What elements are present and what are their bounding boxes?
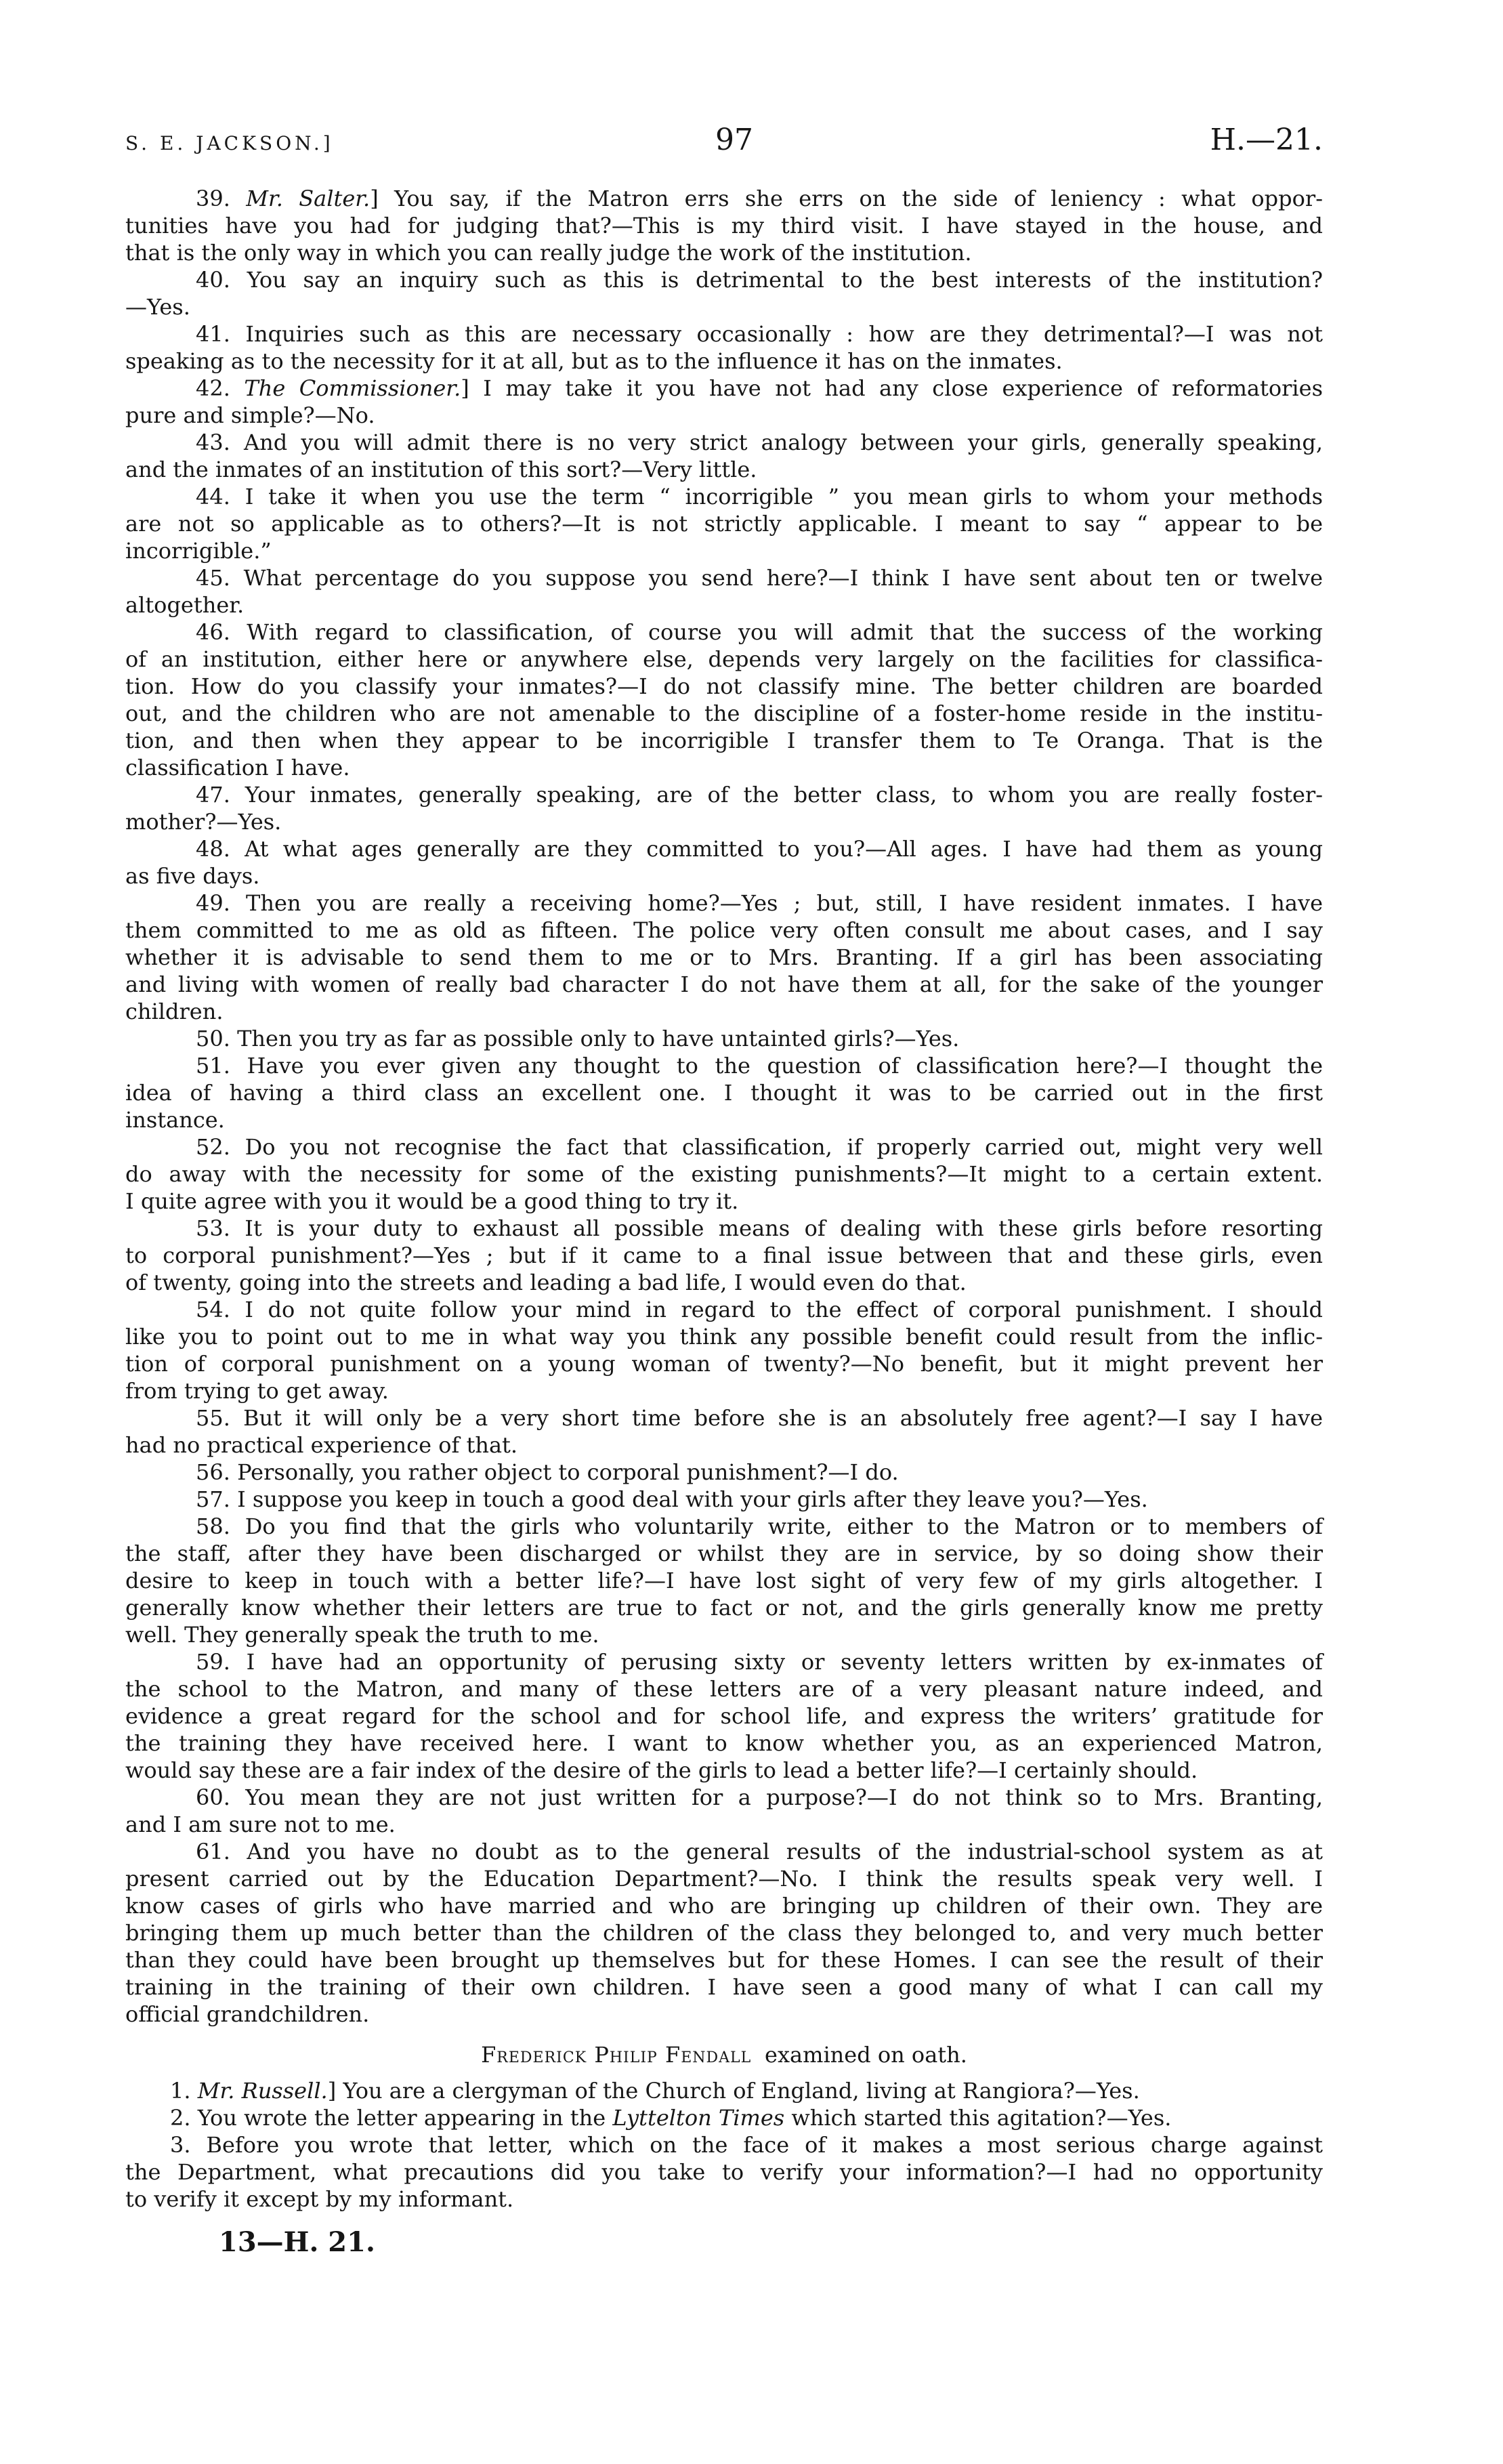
qa-paragraph [125, 320, 1323, 375]
qa-paragraph [125, 619, 1323, 781]
text-line: out, and the children who are not amenable to the discipline of a foster-home reside in the institu- [125, 701, 1323, 726]
text-line: 60. You mean they are not just written for a purpose?—I do not think so to Mrs. Branting, [196, 1784, 1323, 1810]
text-line: 50. Then you try as far as possible only to have untainted girls?—Yes. [196, 1026, 960, 1051]
running-header [125, 121, 1323, 163]
text-line: whether it is advisable to send them to me or to Mrs. Branting. If a girl has been associating [125, 944, 1323, 970]
text-run: 42. [196, 375, 245, 401]
text-run: 1. [170, 2078, 198, 2104]
qa-paragraph [125, 835, 1323, 890]
text-line: 58. Do you find that the girls who voluntarily write, either to the Matron or to members of [196, 1513, 1323, 1539]
qa-paragraph [125, 375, 1323, 429]
text-line: idea of having a third class an excellent one. I thought it was to be carried out in the first [125, 1080, 1323, 1106]
qa-paragraph [125, 2077, 1323, 2104]
text-line: 3. Before you wrote that letter, which on the face of it makes a most serious charge against [170, 2132, 1323, 2158]
text-line: 49. Then you are really a receiving home?—Yes ; but, still, I have resident inmates. I have [196, 890, 1323, 916]
qa-paragraph [125, 1296, 1323, 1404]
qa-paragraph [125, 1784, 1323, 1838]
text-line [125, 375, 1323, 402]
text-line: tion, and then when they appear to be incorrigible I transfer them to Te Oranga. That is the [125, 728, 1323, 753]
text-line [125, 185, 1323, 212]
qa-paragraph [125, 1215, 1323, 1296]
qa-paragraph [125, 1459, 1323, 1486]
jackson-testimony-section [125, 185, 1323, 2028]
qa-paragraph [125, 781, 1323, 835]
text-line: tion of corporal punishment on a young woman of twenty?—No benefit, but it might prevent her [125, 1351, 1323, 1377]
text-line: than they could have been brought up themselves but for these Homes. I can see the result of their [125, 1947, 1323, 1973]
qa-paragraph [125, 564, 1323, 619]
text-line: 48. At what ages generally are they committed to you?—All ages. I have had them as young [196, 836, 1323, 862]
text-run: ] I may take it you have not had any close experience of reformatories [461, 375, 1324, 401]
qa-paragraph [125, 2104, 1323, 2131]
text-line: as five days. [125, 863, 260, 889]
paper-code: H.—21. [1210, 123, 1323, 157]
qa-paragraph [125, 1052, 1323, 1133]
text-line: bringing them up much better than the children of the class they belonged to, and very much better [125, 1920, 1323, 1946]
text-line: speaking as to the necessity for it at all, but as to the influence it has on the inmates. [125, 348, 1063, 374]
text-line: to corporal punishment?—Yes ; but if it came to a final issue between that and these girls, even [125, 1243, 1323, 1268]
italic-text: Mr. Russell. [197, 2078, 328, 2104]
text-line: 53. It is your duty to exhaust all possible means of dealing with these girls before resorting [196, 1215, 1323, 1241]
text-run: 2. You wrote the letter appearing in the [170, 2105, 613, 2131]
footer-signature: 13—H. 21. [219, 2226, 375, 2258]
text-line: 51. Have you ever given any thought to the question of classification here?—I thought the [196, 1053, 1323, 1079]
text-run: which started this agitation?—Yes. [784, 2105, 1172, 2131]
qa-paragraph [125, 1648, 1323, 1784]
qa-paragraph [125, 483, 1323, 564]
text-line: incorrigible.” [125, 538, 272, 564]
italic-text: Lyttelton Times [612, 2105, 785, 2131]
text-run: ] You are a clergyman of the Church of England, living at Rangiora?—Yes. [327, 2078, 1140, 2104]
text-line: 56. Personally, you rather object to corporal punishment?—I do. [196, 1459, 899, 1485]
qa-paragraph [125, 1513, 1323, 1648]
text-run: 39. [196, 186, 247, 211]
qa-paragraph [125, 266, 1323, 320]
witness-name: Frederick Philip Fendall [481, 2042, 752, 2068]
text-line: children. [125, 999, 224, 1024]
text-line: them committed to me as old as fifteen. The police very often consult me about cases, and I say [125, 917, 1323, 943]
text-line: generally know whether their letters are true to fact or not, and the girls generally know me pretty [125, 1595, 1323, 1621]
text-line: the staff, after they have been discharged or whilst they are in service, by so doing show their [125, 1541, 1323, 1566]
text-line [125, 2104, 1323, 2131]
text-line: to verify it except by my informant. [125, 2186, 514, 2212]
qa-paragraph [125, 1404, 1323, 1459]
qa-paragraph [125, 1838, 1323, 2028]
qa-paragraph [125, 890, 1323, 1025]
fendall-testimony-section [125, 2077, 1323, 2213]
text-line: and living with women of really bad character I do not have them at all, for the sake of the younger [125, 972, 1323, 997]
text-line: training in the training of their own children. I have seen a good many of what I can call my [125, 1974, 1323, 2000]
qa-paragraph [125, 1025, 1323, 1052]
text-line: from trying to get away. [125, 1378, 389, 1404]
header-witness-name: S. E. JACKSON.] [125, 132, 334, 154]
text-line: pure and simple?—No. [125, 402, 375, 428]
text-line: like you to point out to me in what way you think any possible benefit could result from the inflic- [125, 1324, 1323, 1350]
text-line: of twenty, going into the streets and leading a bad life, I would even do that. [125, 1270, 967, 1295]
text-line [125, 2077, 1323, 2104]
text-line: tunities have you had for judging that?—This is my third visit. I have stayed in the house, and [125, 213, 1323, 238]
text-line: 45. What percentage do you suppose you send here?—I think I have sent about ten or twelve [196, 565, 1323, 591]
text-line: present carried out by the Education Department?—No. I think the results speak very well. I [125, 1866, 1323, 1892]
qa-paragraph [125, 2131, 1323, 2213]
text-line: the training they have received here. I want to know whether you, as an experienced Matron, [125, 1730, 1323, 1756]
text-line: would say these are a fair index of the desire of the girls to lead a better life?—I certainly should. [125, 1757, 1198, 1783]
text-line: evidence a great regard for the school and for school life, and express the writers’ gratitude for [125, 1703, 1323, 1729]
text-line: and the inmates of an institution of this sort?—Very little. [125, 457, 757, 482]
text-line: 47. Your inmates, generally speaking, are of the better class, to whom you are really foster- [196, 782, 1323, 808]
text-line: the school to the Matron, and many of these letters are of a very pleasant nature indeed, and [125, 1676, 1323, 1702]
examination-note: examined on oath. [765, 2042, 967, 2068]
text-line: 40. You say an inquiry such as this is detrimental to the best interests of the institution? [196, 267, 1323, 293]
qa-paragraph [125, 185, 1323, 266]
text-line: —Yes. [125, 294, 190, 320]
italic-text: Mr. Salter. [246, 186, 371, 211]
testimony-body [125, 185, 1323, 2213]
qa-paragraph [125, 1133, 1323, 1215]
text-line: know cases of girls who have married and who are bringing up children of their own. They are [125, 1893, 1323, 1919]
text-line: instance. [125, 1107, 225, 1133]
text-line: had no practical experience of that. [125, 1432, 518, 1458]
text-run: ] You say, if the Matron errs she errs on the side of leniency : what oppor- [370, 186, 1324, 211]
text-line: 59. I have had an opportunity of perusing sixty or seventy letters written by ex-inmates of [196, 1649, 1323, 1675]
text-line: 41. Inquiries such as this are necessary occasionally : how are they detrimental?—I was not [196, 321, 1323, 347]
witness-heading [125, 2041, 1323, 2068]
text-line: mother?—Yes. [125, 809, 282, 835]
text-line: and I am sure not to me. [125, 1812, 396, 1837]
text-line: 43. And you will admit there is no very strict analogy between your girls, generally speaking, [196, 430, 1323, 455]
text-line: altogether. [125, 592, 245, 618]
text-line: 44. I take it when you use the term “ incorrigible ” you mean girls to whom your methods [196, 484, 1323, 509]
text-line: 55. But it will only be a very short time before she is an absolutely free agent?—I say I have [196, 1405, 1323, 1431]
text-line: I quite agree with you it would be a good thing to try it. [125, 1188, 739, 1214]
text-line: well. They generally speak the truth to me. [125, 1622, 599, 1648]
qa-paragraph [125, 429, 1323, 483]
text-line: official grandchildren. [125, 2001, 370, 2027]
text-line: tion. How do you classify your inmates?—I do not classify mine. The better children are boarded [125, 673, 1323, 699]
page-number: 97 [715, 123, 753, 157]
text-line: the Department, what precautions did you take to verify your information?—I had no opportunity [125, 2159, 1323, 2185]
text-line: desire to keep in touch with a better life?—I have lost sight of very few of my girls altogether. I [125, 1568, 1323, 1593]
italic-text: The Commissioner. [244, 375, 461, 401]
text-line: classification I have. [125, 755, 350, 780]
text-line: 52. Do you not recognise the fact that classification, if properly carried out, might very well [196, 1134, 1323, 1160]
qa-paragraph [125, 1486, 1323, 1513]
text-line: 61. And you have no doubt as to the general results of the industrial-school system as at [196, 1839, 1323, 1864]
text-line: are not so applicable as to others?—It is not strictly applicable. I meant to say “ appear to be [125, 511, 1323, 537]
text-line: of an institution, either here or anywhere else, depends very largely on the facilities for classifica- [125, 646, 1323, 672]
text-line: 57. I suppose you keep in touch a good deal with your girls after they leave you?—Yes. [196, 1486, 1148, 1512]
text-line: that is the only way in which you can really judge the work of the institution. [125, 240, 972, 266]
text-line: 46. With regard to classification, of course you will admit that the success of the working [196, 619, 1323, 645]
text-line: 54. I do not quite follow your mind in regard to the effect of corporal punishment. I should [196, 1297, 1323, 1322]
text-line: do away with the necessity for some of the existing punishments?—It might to a certain extent. [125, 1161, 1323, 1187]
